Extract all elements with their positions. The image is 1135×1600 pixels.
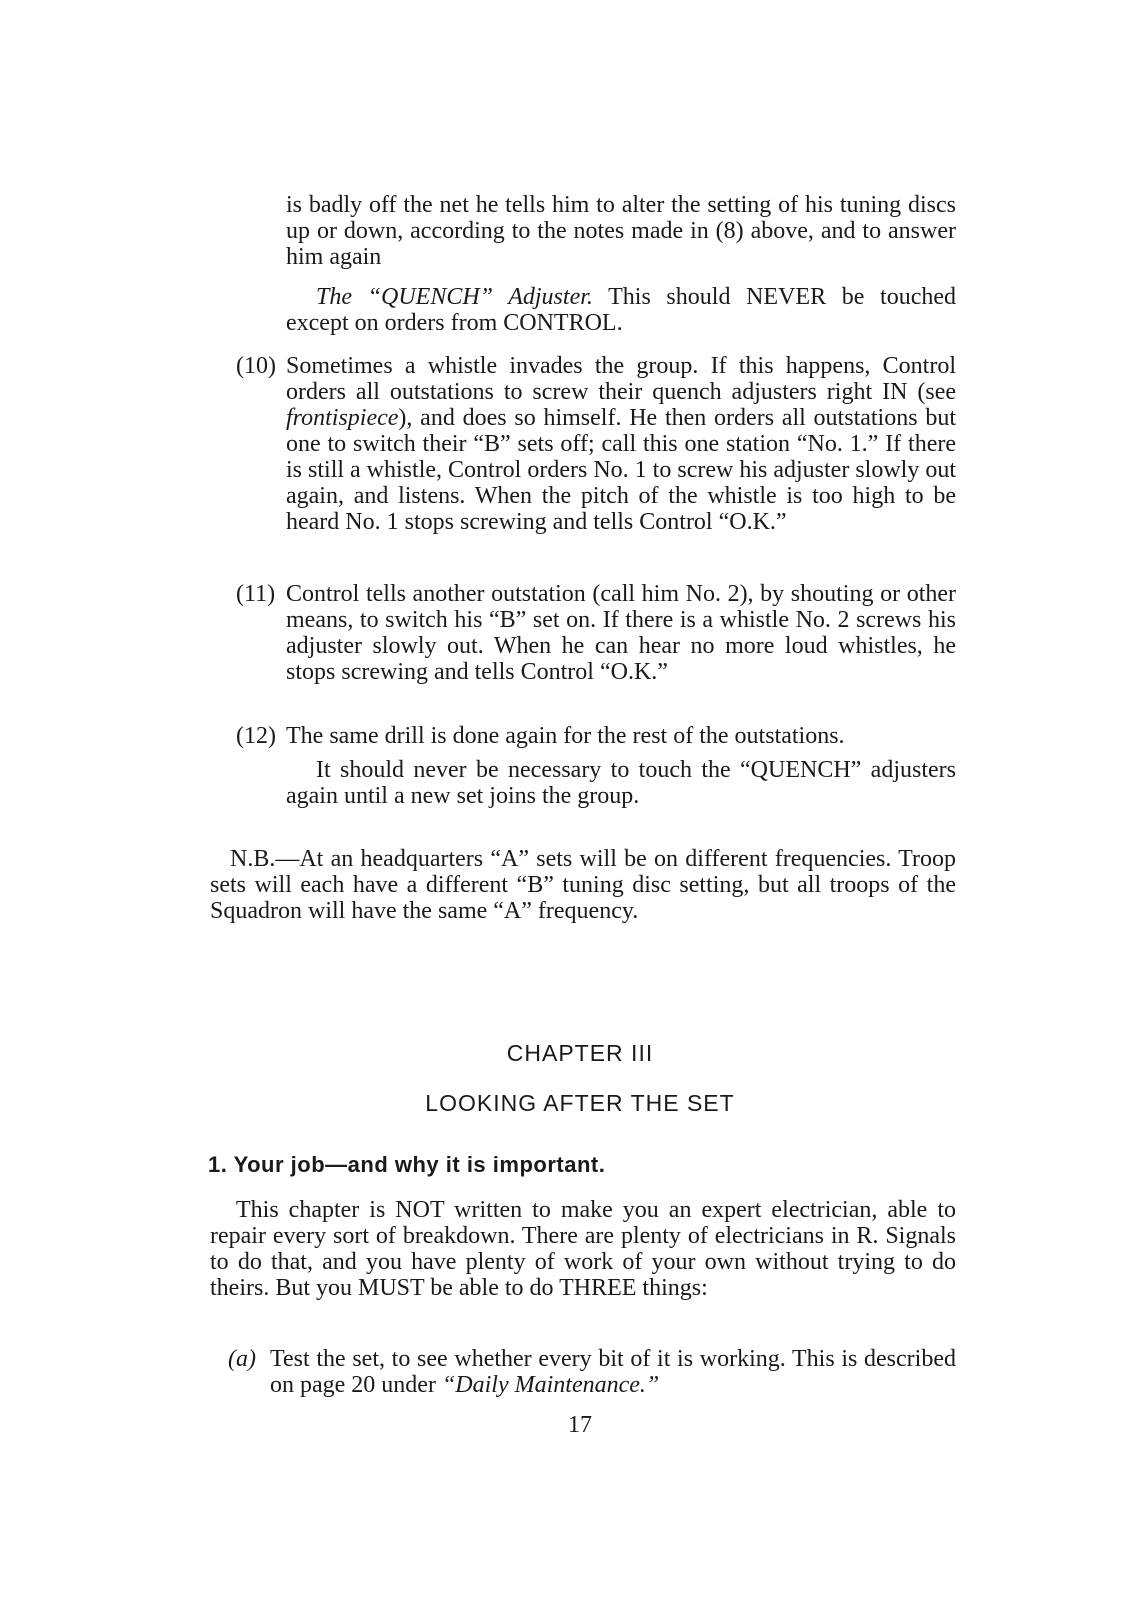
note-text: It should never be necessary to touch the “QUENCH” adjusters again until a new set joins the group. bbox=[286, 757, 956, 809]
quench-paragraph bbox=[286, 284, 956, 336]
item-text-cont: ), and does so himself. He then orders all outstations but one to switch their “B” sets off; call this one station “No. 1.” If there is still a whistle, Control orders No. 1 to screw his adjuster slowly out again, and listens. When the pitch of the whistle is too high to be heard No. 1 stops screwing and tells Control “O.K.” bbox=[286, 405, 956, 535]
item-text: The same drill is done again for the rest of the outstations. bbox=[286, 723, 845, 749]
chapter-number: CHAPTER III bbox=[506, 1040, 654, 1066]
item-number: (11) bbox=[236, 581, 276, 607]
list-item-10 bbox=[236, 353, 956, 535]
item-text: Test the set, to see whether every bit of it is working. This is described on page 20 under bbox=[270, 1346, 956, 1398]
page-number: 17 bbox=[568, 1412, 592, 1438]
list-item-12 bbox=[236, 723, 956, 749]
item-italic: frontispiece bbox=[286, 405, 399, 431]
list-item-11 bbox=[236, 581, 956, 685]
nb-paragraph bbox=[210, 846, 956, 924]
item-text: Sometimes a whistle invades the group. If this happens, Control orders all outstations to screw their quench adjusters right IN (see bbox=[286, 353, 956, 405]
section-heading: 1. Your job—and why it is important. bbox=[208, 1152, 606, 1177]
item-12-note bbox=[286, 757, 956, 809]
item-letter: (a) bbox=[228, 1346, 256, 1372]
intro-paragraph bbox=[210, 1197, 956, 1301]
quench-text: This should NEVER be touched except on orders from CONTROL. bbox=[286, 284, 957, 336]
list-item-a bbox=[228, 1346, 956, 1398]
paragraph-continuation bbox=[286, 192, 956, 270]
quench-heading: The “QUENCH” Adjuster. bbox=[316, 284, 593, 310]
intro-text: This chapter is NOT written to make you an expert electrician, able to repair every sort of breakdown. There are plenty of electricians in R. Signals to do that, and you have plenty of work of your own without trying to do theirs. But you MUST be able to do THREE things: bbox=[210, 1197, 956, 1301]
nb-text: N.B.—At an headquarters “A” sets will be on different frequencies. Troop sets will each have a different “B” tuning disc setting, but all troops of the Squadron will have the same “A” frequency. bbox=[210, 846, 956, 924]
item-number: (12) bbox=[236, 723, 276, 749]
item-number: (10) bbox=[236, 353, 276, 379]
item-text: Control tells another outstation (call him No. 2), by shouting or other means, to switch his “B” set on. If there is a whistle No. 2 screws his adjuster slowly out. When he can hear no more loud whistles, he stops screwing and tells Control “O.K.” bbox=[286, 581, 956, 685]
item-italic: “Daily Maintenance.” bbox=[441, 1372, 660, 1398]
paragraph-text: is badly off the net he tells him to alter the setting of his tuning discs up or down, according to the notes made in (8) above, and to answer him again bbox=[286, 192, 956, 270]
chapter-title: LOOKING AFTER THE SET bbox=[425, 1090, 735, 1116]
